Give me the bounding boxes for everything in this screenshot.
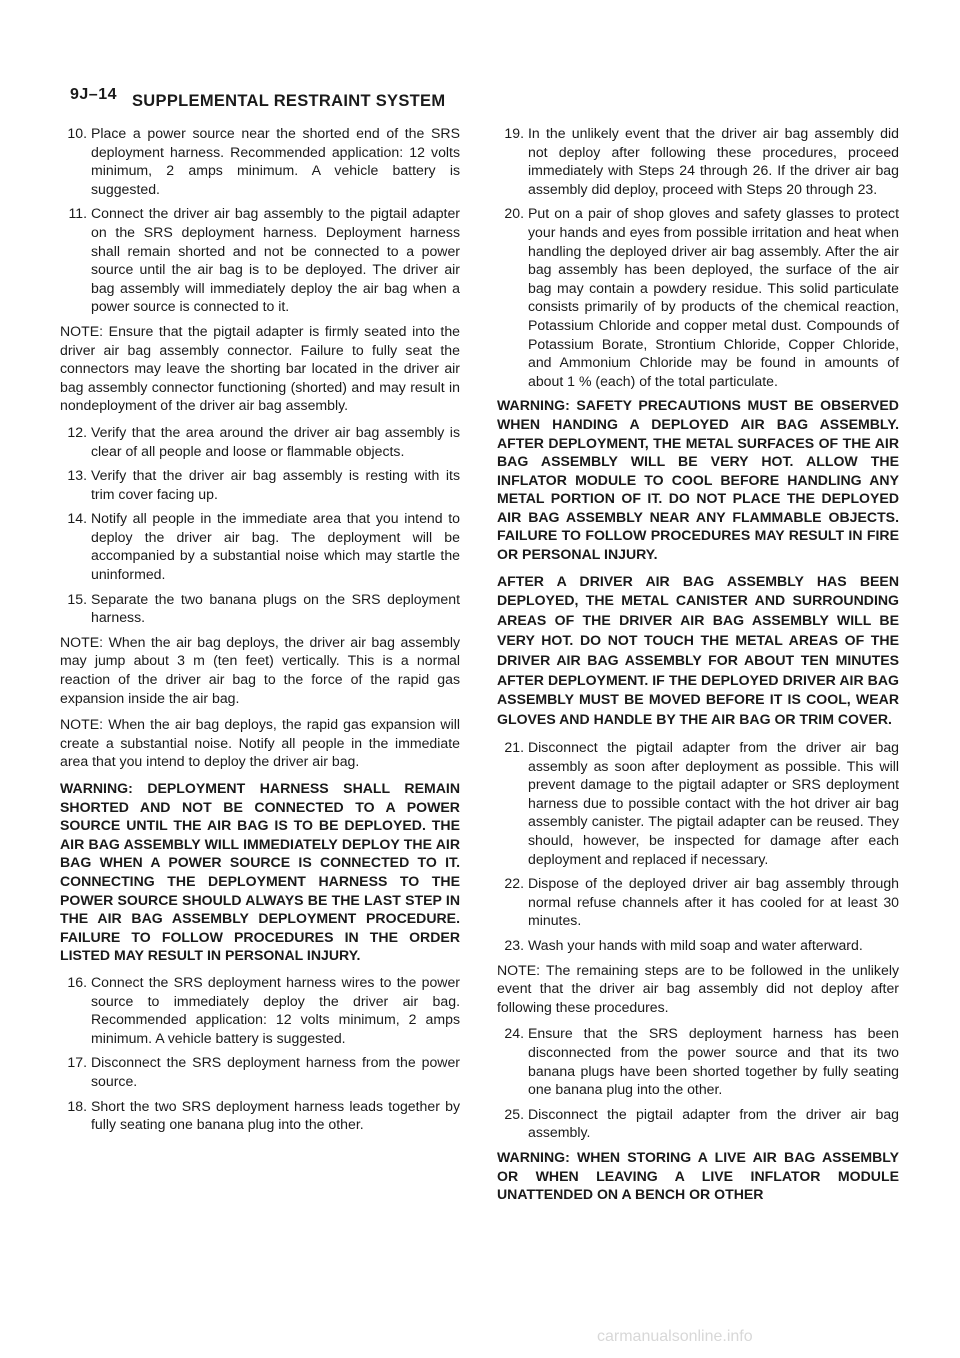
warning-paragraph: WARNING: WHEN STORING A LIVE AIR BAG ASSEMBLY OR WHEN LEAVING A LIVE INFLATOR MODULE UNATTENDED ON A BENCH OR OTHER	[497, 1148, 899, 1203]
step-item: 19. In the unlikely event that the driver air bag assembly did not deploy after following these procedures, proceed immediately with Steps 24 through 26. If the driver air bag assembly did deploy, proceed with Steps 20 through 23.	[504, 125, 899, 197]
note-paragraph: NOTE: Ensure that the pigtail adapter is firmly seated into the driver air bag assembly connector. Failure to fully seat the connectors may leave the shorting bar located in the driver air bag assembly connector functioning (shorted) and may result in nondeployment of the driver air bag assembly.	[60, 322, 460, 414]
step-item: 24. Ensure that the SRS deployment harness has been disconnected from the power source and that its two banana plugs have been shorted together by fully seating one banana plug into the other.	[504, 1025, 899, 1098]
step-item: 15. Separate the two banana plugs on the SRS deployment harness.	[67, 590, 460, 626]
step-item: 21. Disconnect the pigtail adapter from the driver air bag assembly as soon after deployment as possible. This will prevent damage to the pigtail adapter or SRS deployment harness due to possible contact with the hot driver air bag assembly canister. The pigtail adapter can be reused. They should, however, be inspected for damage after each deployment and replaced if necessary.	[504, 739, 899, 867]
step-item: 18. Short the two SRS deployment harness leads together by fully seating one banana plug into the other.	[67, 1097, 460, 1133]
step-item: 23. Wash your hands with mild soap and water afterward.	[504, 936, 863, 953]
step-item: 10. Place a power source near the shorted end of the SRS deployment harness. Recommended application: 12 volts minimum, 2 amps minimum. A vehicle battery is suggested.	[67, 125, 460, 197]
note-paragraph: NOTE: When the air bag deploys, the rapid gas expansion will create a substantial noise. Notify all people in the immediate area that you intend to deploy the driver air bag.	[60, 716, 460, 770]
section-title: SUPPLEMENTAL RESTRAINT SYSTEM	[132, 92, 446, 110]
right-column	[497, 124, 899, 1212]
step-item: 25. Disconnect the pigtail adapter from the driver air bag assembly.	[504, 1105, 899, 1141]
step-item: 17. Disconnect the SRS deployment harness from the power source.	[67, 1054, 460, 1089]
step-item: 11. Connect the driver air bag assembly to the pigtail adapter on the SRS deployment harness. Deployment harness shall remain shorted and not be connected to a power source until the air bag is to be deployed. The driver air bag assembly will immediately deploy the air bag when a power source is connected to it.	[68, 205, 460, 315]
watermark-link[interactable]: carmanualsonline.info	[597, 1328, 753, 1345]
step-item: 22. Dispose of the deployed driver air bag assembly through normal refuse channels after it has cooled for at least 30 minutes.	[504, 875, 899, 929]
warning-paragraph: AFTER A DRIVER AIR BAG ASSEMBLY HAS BEEN DEPLOYED, THE METAL CANISTER AND SURROUNDING AREAS OF THE DRIVER AIR BAG ASSEMBLY WILL BE VERY HOT. DO NOT TOUCH THE METAL AREAS OF THE DRIVER AIR BAG ASSEMBLY FOR ABOUT TEN MINUTES AFTER DEPLOYMENT. IF THE DEPLOYED DRIVER AIR BAG ASSEMBLY MUST BE MOVED BEFORE IT IS COOL, WEAR GLOVES AND HANDLE BY THE AIR BAG OR TRIM COVER.	[497, 572, 899, 728]
note-paragraph: NOTE: The remaining steps are to be followed in the unlikely event that the driver air bag assembly did not deploy after following these procedures.	[497, 961, 899, 1015]
page-header	[70, 86, 900, 114]
step-item: 16. Connect the SRS deployment harness wires to the power source to immediately deploy the driver air bag. Recommended application: 12 volts minimum, 2 amps minimum. A vehicle battery is suggested.	[67, 973, 460, 1046]
step-item: 13. Verify that the driver air bag assembly is resting with its trim cover facing up.	[67, 467, 460, 502]
left-column	[60, 124, 460, 1140]
step-item: 14. Notify all people in the immediate area that you intend to deploy the driver air bag. The deployment will be accompanied by a substantial noise which may startle the uninformed.	[67, 510, 460, 583]
step-item: 20. Put on a pair of shop gloves and safety glasses to protect your hands and eyes from possible irritation and heat when handling the deployed driver air bag assembly. After the air bag assembly has been deployed, the surface of the air bag may contain a powdery residue. This solid particulate consists primarily of by products of the chemical reaction, Potassium Chloride and copper metal dust. Compounds of Potassium Borate, Strontium Chloride, Copper Chloride, and Ammonium Chloride may be found in amounts of about 1 % (each) of the total particulate.	[504, 205, 899, 389]
note-paragraph: NOTE: When the air bag deploys, the driver air bag assembly may jump about 3 m (ten feet) vertically. This is a normal reaction of the driver air bag to the force of the rapid gas expansion inside the air bag.	[60, 633, 460, 706]
warning-paragraph: WARNING: SAFETY PRECAUTIONS MUST BE OBSERVED WHEN HANDING A DEPLOYED AIR BAG ASSEMBLY. AFTER DEPLOYMENT, THE METAL SURFACES OF THE AIR BAG ASSEMBLY WILL BE VERY HOT. ALLOW THE INFLATOR MODULE TO COOL BEFORE HANDLING ANY METAL PORTION OF IT. DO NOT PLACE THE DEPLOYED AIR BAG ASSEMBLY NEAR ANY FLAMMABLE OBJECTS. FAILURE TO FOLLOW PROCEDURES MAY RESULT IN FIRE OR PERSONAL INJURY.	[497, 397, 899, 563]
page-number: 9J–14	[70, 86, 117, 103]
step-item: 12. Verify that the area around the driver air bag assembly is clear of all people and loose or flammable objects.	[67, 423, 460, 459]
warning-paragraph: WARNING: DEPLOYMENT HARNESS SHALL REMAIN SHORTED AND NOT BE CONNECTED TO A POWER SOURCE UNTIL THE AIR BAG IS TO BE DEPLOYED. THE AIR BAG ASSEMBLY WILL IMMEDIATELY DEPLOY THE AIR BAG WHEN A POWER SOURCE IS CONNECTED TO IT. CONNECTING THE DEPLOYMENT HARNESS TO THE POWER SOURCE SHOULD ALWAYS BE THE LAST STEP IN THE AIR BAG ASSEMBLY DEPLOYMENT PROCEDURE. FAILURE TO FOLLOW PROCEDURES IN THE ORDER LISTED MAY RESULT IN PERSONAL INJURY.	[60, 780, 460, 964]
